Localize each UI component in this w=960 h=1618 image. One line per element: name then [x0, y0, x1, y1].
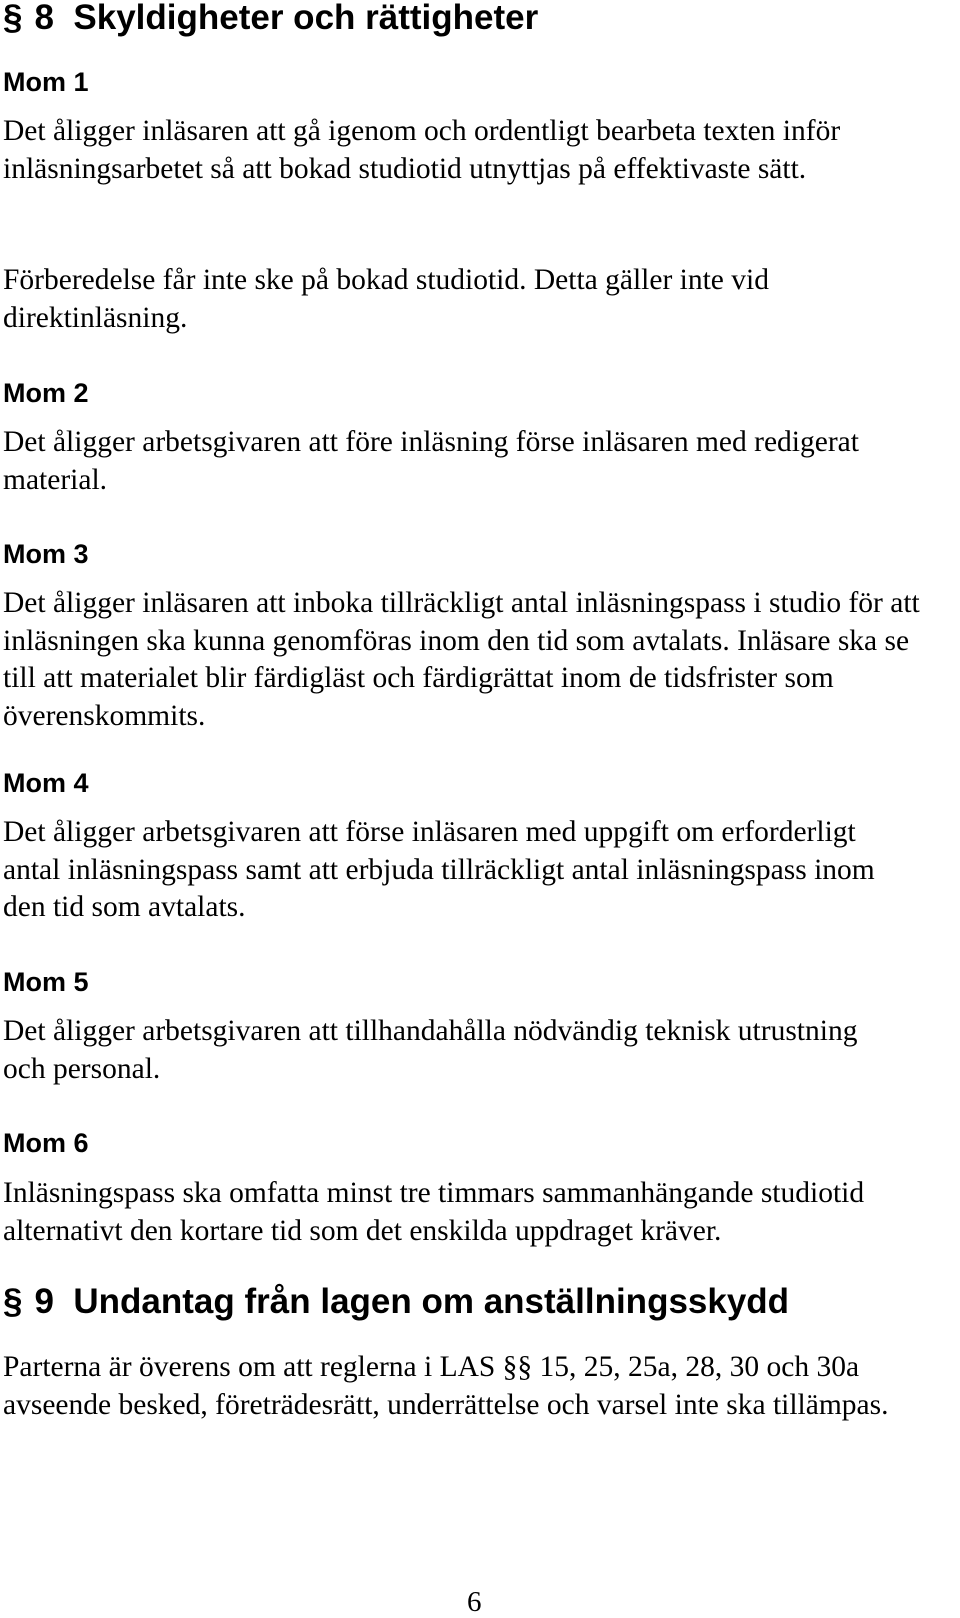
mom-2-heading: Mom 2 [3, 378, 89, 408]
section-title: Skyldigheter och rättigheter [73, 0, 539, 37]
mom-6-heading: Mom 6 [3, 1128, 89, 1158]
mom-4-paragraph: Det åligger arbetsgivaren att förse inläsaren med uppgift om erforderligt antal inläsningspass samt att erbjuda tillräckligt antal inläsningspass inom den tid som avtalats. [3, 816, 875, 923]
section-symbol: § [3, 0, 23, 37]
mom-2-paragraph: Det åligger arbetsgivaren att före inläsning förse inläsaren med redigerat material. [3, 426, 859, 496]
section-number: 8 [34, 0, 54, 37]
mom-3-paragraph: Det åligger inläsaren att inboka tillräckligt antal inläsningspass i studio för att inläsningen ska kunna genomföras inom den tid som avtalats. Inläsare ska se till att materialet blir färdigläst och färdigrättat inom de tidsfrister som överenskommits. [3, 587, 920, 732]
section-9-paragraph: Parterna är överens om att reglerna i LAS §§ 15, 25, 25a, 28, 30 och 30a avseende besked, företrädesrätt, underrättelse och varsel inte ska tillämpas. [3, 1351, 889, 1421]
mom-1-heading: Mom 1 [3, 67, 89, 97]
section-number: 9 [34, 1282, 54, 1321]
mom-3-heading: Mom 3 [3, 539, 89, 569]
mom-5-heading: Mom 5 [3, 967, 89, 997]
page-number: 6 [467, 1586, 482, 1618]
mom-6-paragraph: Inläsningspass ska omfatta minst tre timmars sammanhängande studiotid alternativt den kortare tid som det enskilda uppdraget kräver. [3, 1177, 865, 1247]
section-8-heading [3, 0, 538, 36]
section-9-heading [3, 1284, 789, 1320]
mom-5-paragraph: Det åligger arbetsgivaren att tillhandahålla nödvändig teknisk utrustning och personal. [3, 1015, 858, 1085]
section-symbol: § [3, 1282, 23, 1321]
mom-1-paragraph-2: Förberedelse får inte ske på bokad studiotid. Detta gäller inte vid direktinläsning. [3, 264, 769, 334]
mom-4-heading: Mom 4 [3, 768, 89, 798]
mom-1-paragraph-1: Det åligger inläsaren att gå igenom och ordentligt bearbeta texten inför inläsningsarbetet så att bokad studiotid utnyttjas på effektivaste sätt. [3, 115, 841, 185]
section-title: Undantag från lagen om anställningsskydd [73, 1282, 790, 1321]
